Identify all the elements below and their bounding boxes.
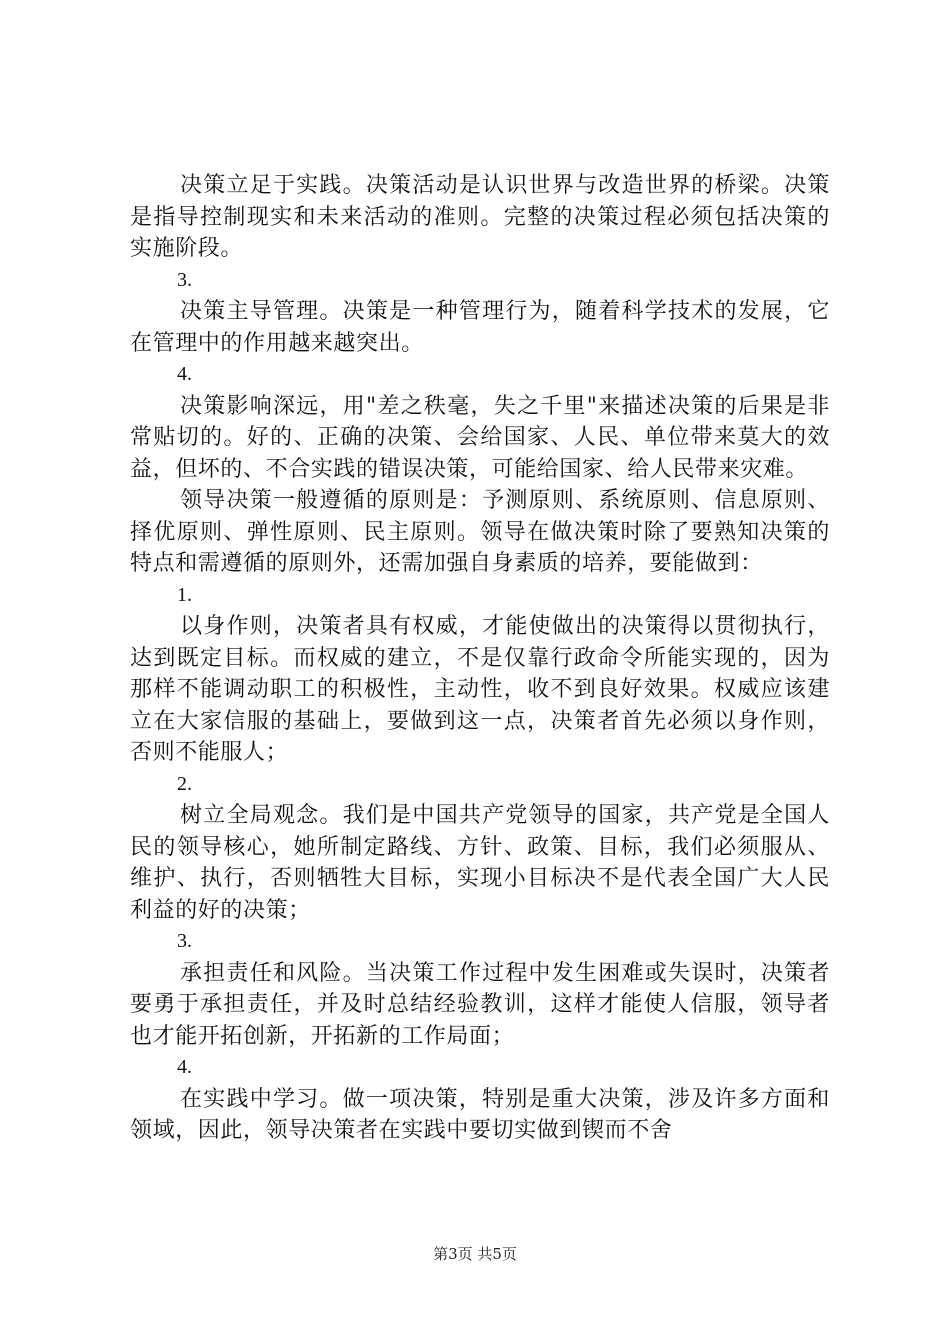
paragraph: 决策影响深远，用"差之秩毫，失之千里"来描述决策的后果是非常贴切的。好的、正确的决策、会给国家、人民、单位带来莫大的效益，但坏的、不合实践的错误决策，可能给国家、给人民带来灾难。 [130,393,830,482]
page-footer [0,1243,950,1264]
list-number: 3. [177,268,192,291]
paragraph: 领导决策一般遵循的原则是：予测原则、系统原则、信息原则、择优原则、弹性原则、民主原则。领导在做决策时除了要熟知决策的特点和需遵循的原则外，还需加强自身素质的培养，要能做到： [130,488,830,576]
list-number: 3. [177,930,192,952]
page-number: 第3页 共5页 [433,1245,517,1263]
paragraph: 以身作则，决策者具有权威，才能使做出的决策得以贯彻执行，达到既定目标。而权威的建立，不是仅靠行政命令所能实现的，因为那样不能调动职工的积极性，主动性，收不到良好效果。权威应该建立在大家信服的基础上，要做到这一点，决策者首先必须以身作则，否则不能服人； [130,614,830,765]
paragraph: 在实践中学习。做一项决策，特别是重大决策，涉及许多方面和领域，因此，领导决策者在实践中要切实做到锲而不舍 [130,1086,830,1143]
document-body [130,170,830,1147]
paragraph: 决策立足于实践。决策活动是认识世界与改造世界的桥梁。决策是指导控制现实和未来活动的准则。完整的决策过程必须包括决策的实施阶段。 [130,173,830,261]
list-number: 1. [177,583,192,606]
list-number: 2. [177,772,192,795]
paragraph: 决策主导管理。决策是一种管理行为，随着科学技术的发展，它在管理中的作用越来越突出。 [130,299,830,356]
paragraph: 树立全局观念。我们是中国共产党领导的国家，共产党是全国人民的领导核心，她所制定路线、方针、政策、目标，我们必须服从、维护、执行，否则牺牲大目标，实现小目标决不是代表全国广大人民利益的好的决策； [130,803,830,923]
paragraph: 承担责任和风险。当决策工作过程中发生困难或失误时，决策者要勇于承担责任，并及时总结经验教训，这样才能使人信服，领导者也才能开拓创新，开拓新的工作局面； [130,960,830,1049]
list-number: 4. [177,363,192,385]
list-number: 4. [177,1056,192,1078]
